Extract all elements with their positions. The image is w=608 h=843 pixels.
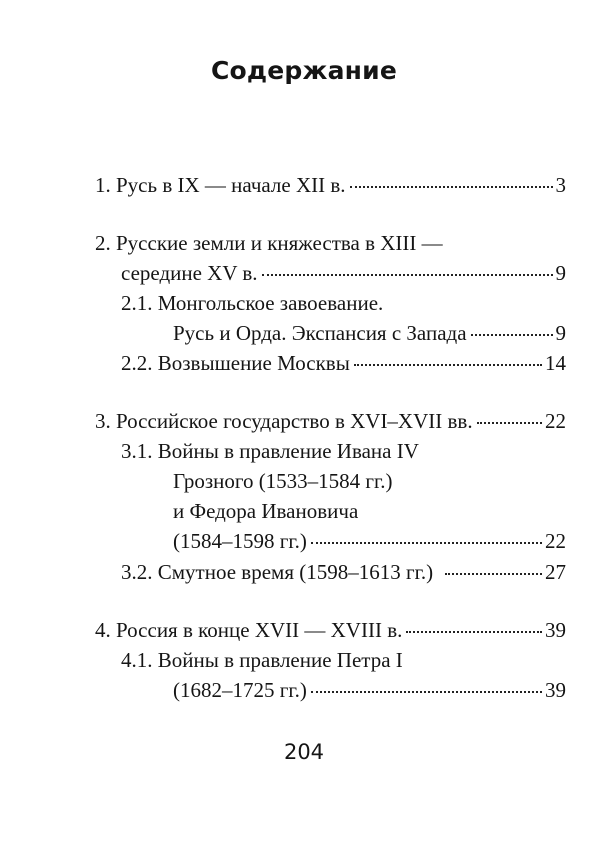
toc-number: 3.2. <box>121 560 153 584</box>
toc-page-number: 9 <box>555 321 566 345</box>
toc-text: Российское государство в XVI–XVII вв. <box>116 409 473 433</box>
toc-entry-1 <box>95 170 566 200</box>
toc-entry-3-1-line-2 <box>173 466 393 496</box>
toc-page-number: 3 <box>555 173 566 197</box>
toc-page-number: 39 <box>545 678 566 702</box>
toc-number: 2. <box>95 231 111 255</box>
toc-text: (1682–1725 гг.) <box>173 678 307 702</box>
dot-leader <box>445 573 542 575</box>
toc-text: Грозного (1533–1584 гг.) <box>173 469 393 493</box>
toc-entry-3-1-line-1 <box>121 436 419 466</box>
page-title: Содержание <box>210 56 398 85</box>
toc-text: Русь в IX — начале XII в. <box>116 173 346 197</box>
toc-entry-4 <box>95 615 566 645</box>
toc-number: 4.1. <box>121 648 153 672</box>
toc-page-number: 22 <box>545 409 566 433</box>
toc-text: Русь и Орда. Экспансия с Запада <box>173 321 467 345</box>
dot-leader <box>471 334 553 336</box>
toc-entry-2-line-2 <box>121 258 566 288</box>
toc-page-number: 22 <box>545 529 566 553</box>
toc-text: Россия в конце XVII — XVIII в. <box>116 618 403 642</box>
toc-number: 1. <box>95 173 111 197</box>
toc-entry-2-1-line-2 <box>173 318 566 348</box>
toc-text: Войны в правление Петра I <box>157 648 403 672</box>
toc-text: Возвышение Москвы <box>157 351 350 375</box>
toc-text: Монгольское завоевание. <box>157 291 384 315</box>
dot-leader <box>406 631 542 633</box>
toc-page-number: 39 <box>545 618 566 642</box>
toc-page-number: 14 <box>545 351 566 375</box>
dot-leader <box>350 186 553 188</box>
toc-number: 3.1. <box>121 439 153 463</box>
dot-leader <box>311 691 542 693</box>
toc-entry-3-1-line-3 <box>173 496 358 526</box>
toc-page-number: 9 <box>555 261 566 285</box>
toc-entry-2-line-1 <box>95 228 443 258</box>
toc-entry-4-1-line-2 <box>173 675 566 705</box>
dot-leader <box>354 364 542 366</box>
toc-number: 2.2. <box>121 351 153 375</box>
toc-entry-2-2 <box>121 348 566 378</box>
toc-text: середине XV в. <box>121 261 258 285</box>
toc-entry-2-1-line-1 <box>121 288 383 318</box>
toc-entry-3-2 <box>121 557 566 587</box>
toc-number: 3. <box>95 409 111 433</box>
toc-text: (1584–1598 гг.) <box>173 529 307 553</box>
dot-leader <box>262 274 553 276</box>
toc-text: Смутное время (1598–1613 гг.) <box>157 560 434 584</box>
toc-entry-3 <box>95 406 566 436</box>
toc-number: 4. <box>95 618 111 642</box>
toc-entry-4-1-line-1 <box>121 645 403 675</box>
toc-text: Русские земли и княжества в XIII — <box>116 231 443 255</box>
toc-entry-3-1-line-4 <box>173 526 566 556</box>
page-number: 204 <box>283 740 325 764</box>
toc-number: 2.1. <box>121 291 153 315</box>
dot-leader <box>477 422 542 424</box>
toc-page-number: 27 <box>545 560 566 584</box>
dot-leader <box>311 542 542 544</box>
toc-text: Войны в правление Ивана IV <box>157 439 419 463</box>
toc-text: и Федора Ивановича <box>173 499 359 523</box>
